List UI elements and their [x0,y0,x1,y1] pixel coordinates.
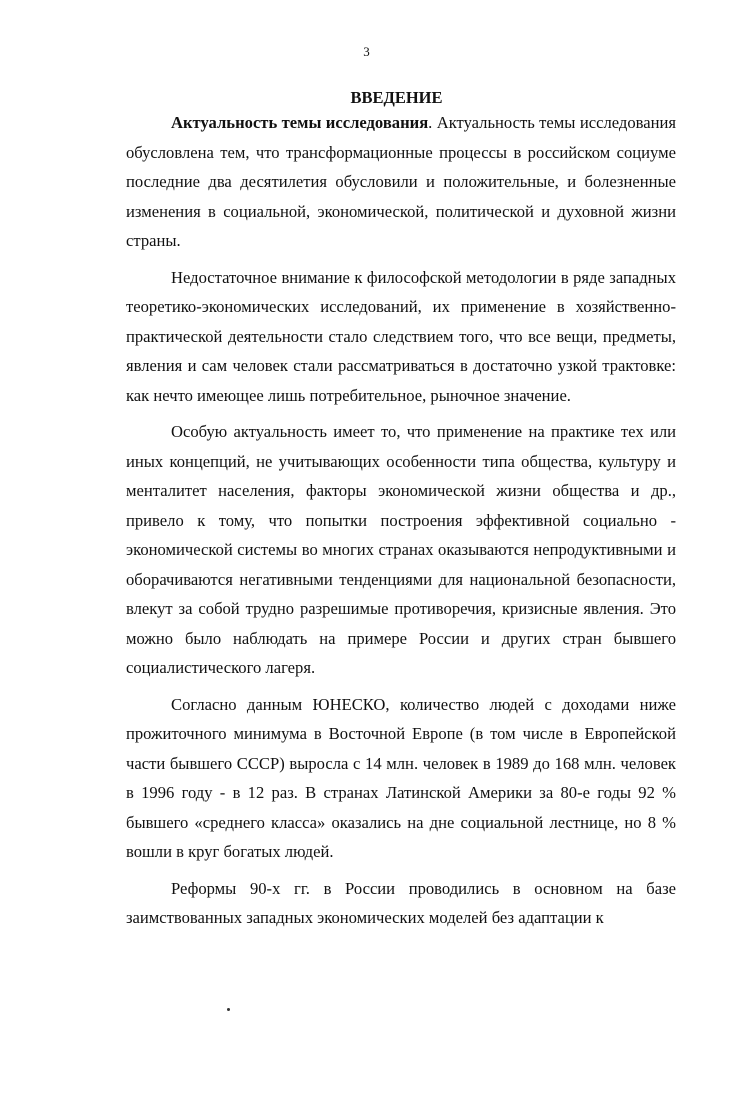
paragraph-unesco: Согласно данным ЮНЕСКО, количество людей с доходами ниже прожиточного минимума в Восточной Европе (в том числе в Европейской части бывшего СССР) выросла с 14 млн. человек в 1989 до 168 млн. человек в 1996 году - в 12 раз. В странах Латинской Америки за 80-е годы 92 % бывшего «среднего класса» оказались на дне социальной лестнице, но 8 % вошли в круг богатых людей. [126,694,676,861]
paragraph-methodology: Недостаточное внимание к философской методологии в ряде западных теоретико-экономических исследований, их применение в хозяйственно-практической деятельности стало следствием того, что все вещи, предметы, явления и сам человек стали рассматриваться в достаточно узкой трактовке: как нечто имеющее лишь потребительное, рыночное значение. [126,267,676,405]
body-text [126,108,676,933]
scan-speck [227,1008,230,1011]
paragraph-concepts: Особую актуальность имеет то, что применение на практике тех или иных концепций, не учитывающих особенности типа общества, культуру и менталитет населения, факторы экономической жизни общества и др., привело к тому, что попытки построения эффективной социально - экономической системы во многих странах оказываются непродуктивными и оборачиваются негативными тенденциями для национальной безопасности, влекут за собой трудно разрешимые противоречия, кризисные явления. Это можно было наблюдать на примере России и других стран бывшего социалистического лагеря. [126,422,676,677]
relevance-text: . Актуальность темы исследования обусловлена тем, что трансформационные процессы в российском социуме последние два десятилетия обусловили и положительные, и болезненные изменения в социальной, экономической, политической и духовной жизни страны. [126,113,676,250]
page-number: 3 [363,44,370,59]
paragraph-reforms: Реформы 90-х гг. в России проводились в основном на базе заимствованных западных экономических моделей без адаптации к [126,878,676,927]
paragraph-relevance [126,108,676,256]
relevance-lead: Актуальность темы исследования [171,113,429,132]
page-title: ВВЕДЕНИЕ [350,88,443,107]
